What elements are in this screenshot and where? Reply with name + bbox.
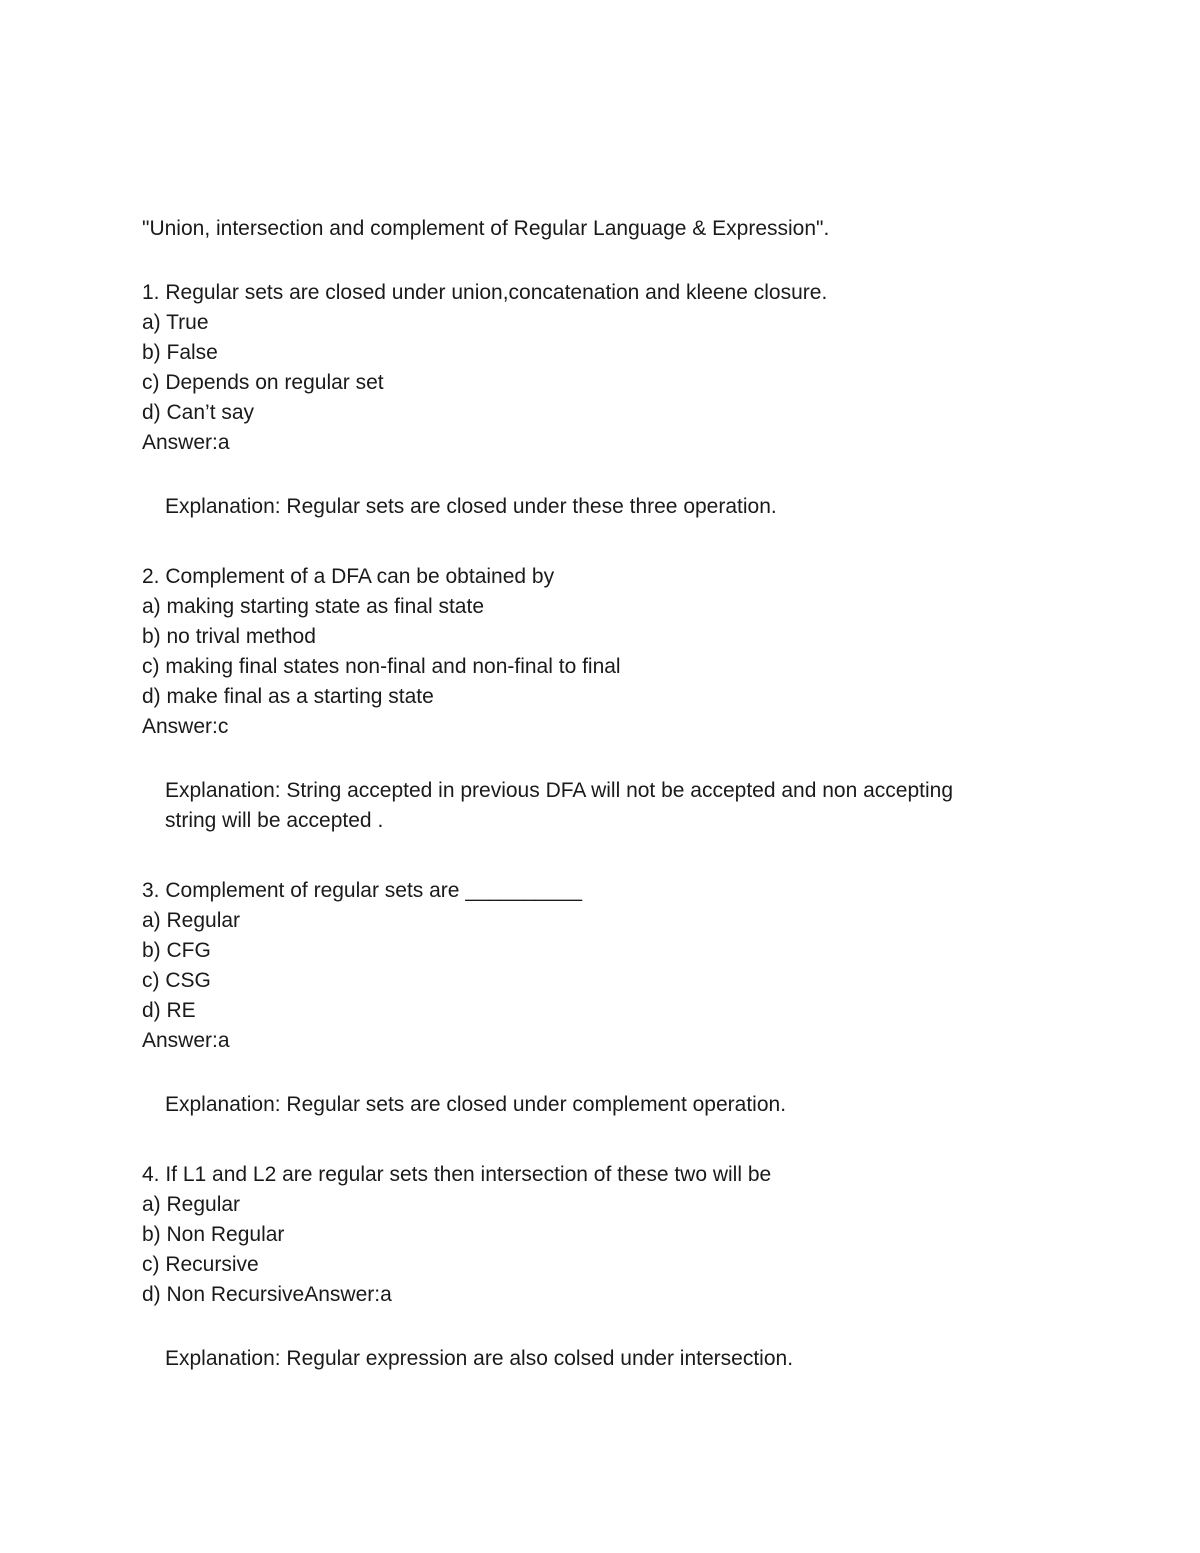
- document-content: [142, 214, 1102, 1374]
- explanation-line: Explanation: Regular sets are closed under complement operation.: [165, 1093, 787, 1116]
- question-text: 3. Complement of regular sets are __________: [142, 879, 583, 902]
- question-text: 1. Regular sets are closed under union,concatenation and kleene closure.: [142, 281, 828, 304]
- explanation: [142, 776, 1025, 836]
- explanation-line: Explanation: Regular expression are also colsed under intersection.: [165, 1347, 794, 1370]
- explanation: [142, 1344, 1025, 1374]
- option-a: a) Regular: [142, 909, 241, 932]
- option-c: c) Recursive: [142, 1253, 259, 1276]
- option-b: b) no trival method: [142, 625, 316, 648]
- question-4: [142, 1160, 1102, 1374]
- option-c: c) making final states non-final and non-final to final: [142, 655, 621, 678]
- question-text: 2. Complement of a DFA can be obtained by: [142, 565, 555, 588]
- option-d: d) Non RecursiveAnswer:a: [142, 1283, 392, 1306]
- explanation: [142, 492, 1025, 522]
- question-text: 4. If L1 and L2 are regular sets then intersection of these two will be: [142, 1163, 772, 1186]
- option-c: c) CSG: [142, 969, 211, 992]
- answer-text: Answer:a: [142, 431, 230, 454]
- option-a: a) True: [142, 311, 209, 334]
- option-a: a) Regular: [142, 1193, 241, 1216]
- question-3: [142, 876, 1102, 1120]
- answer-text: Answer:c: [142, 715, 229, 738]
- option-b: b) CFG: [142, 939, 211, 962]
- option-b: b) Non Regular: [142, 1223, 285, 1246]
- explanation-line: Explanation: String accepted in previous DFA will not be accepted and non accepting: [165, 779, 954, 802]
- explanation-line: Explanation: Regular sets are closed under these three operation.: [165, 495, 777, 518]
- answer-text: Answer:a: [142, 1029, 230, 1052]
- option-d: d) RE: [142, 999, 196, 1022]
- option-b: b) False: [142, 341, 218, 364]
- document-title: "Union, intersection and complement of Regular Language & Expression".: [142, 217, 830, 240]
- question-1: [142, 278, 1102, 522]
- explanation: [142, 1090, 1025, 1120]
- option-d: d) Can’t say: [142, 401, 255, 424]
- option-c: c) Depends on regular set: [142, 371, 384, 394]
- option-d: d) make final as a starting state: [142, 685, 434, 708]
- question-2: [142, 562, 1102, 836]
- explanation-line: string will be accepted .: [165, 809, 384, 832]
- option-a: a) making starting state as final state: [142, 595, 484, 618]
